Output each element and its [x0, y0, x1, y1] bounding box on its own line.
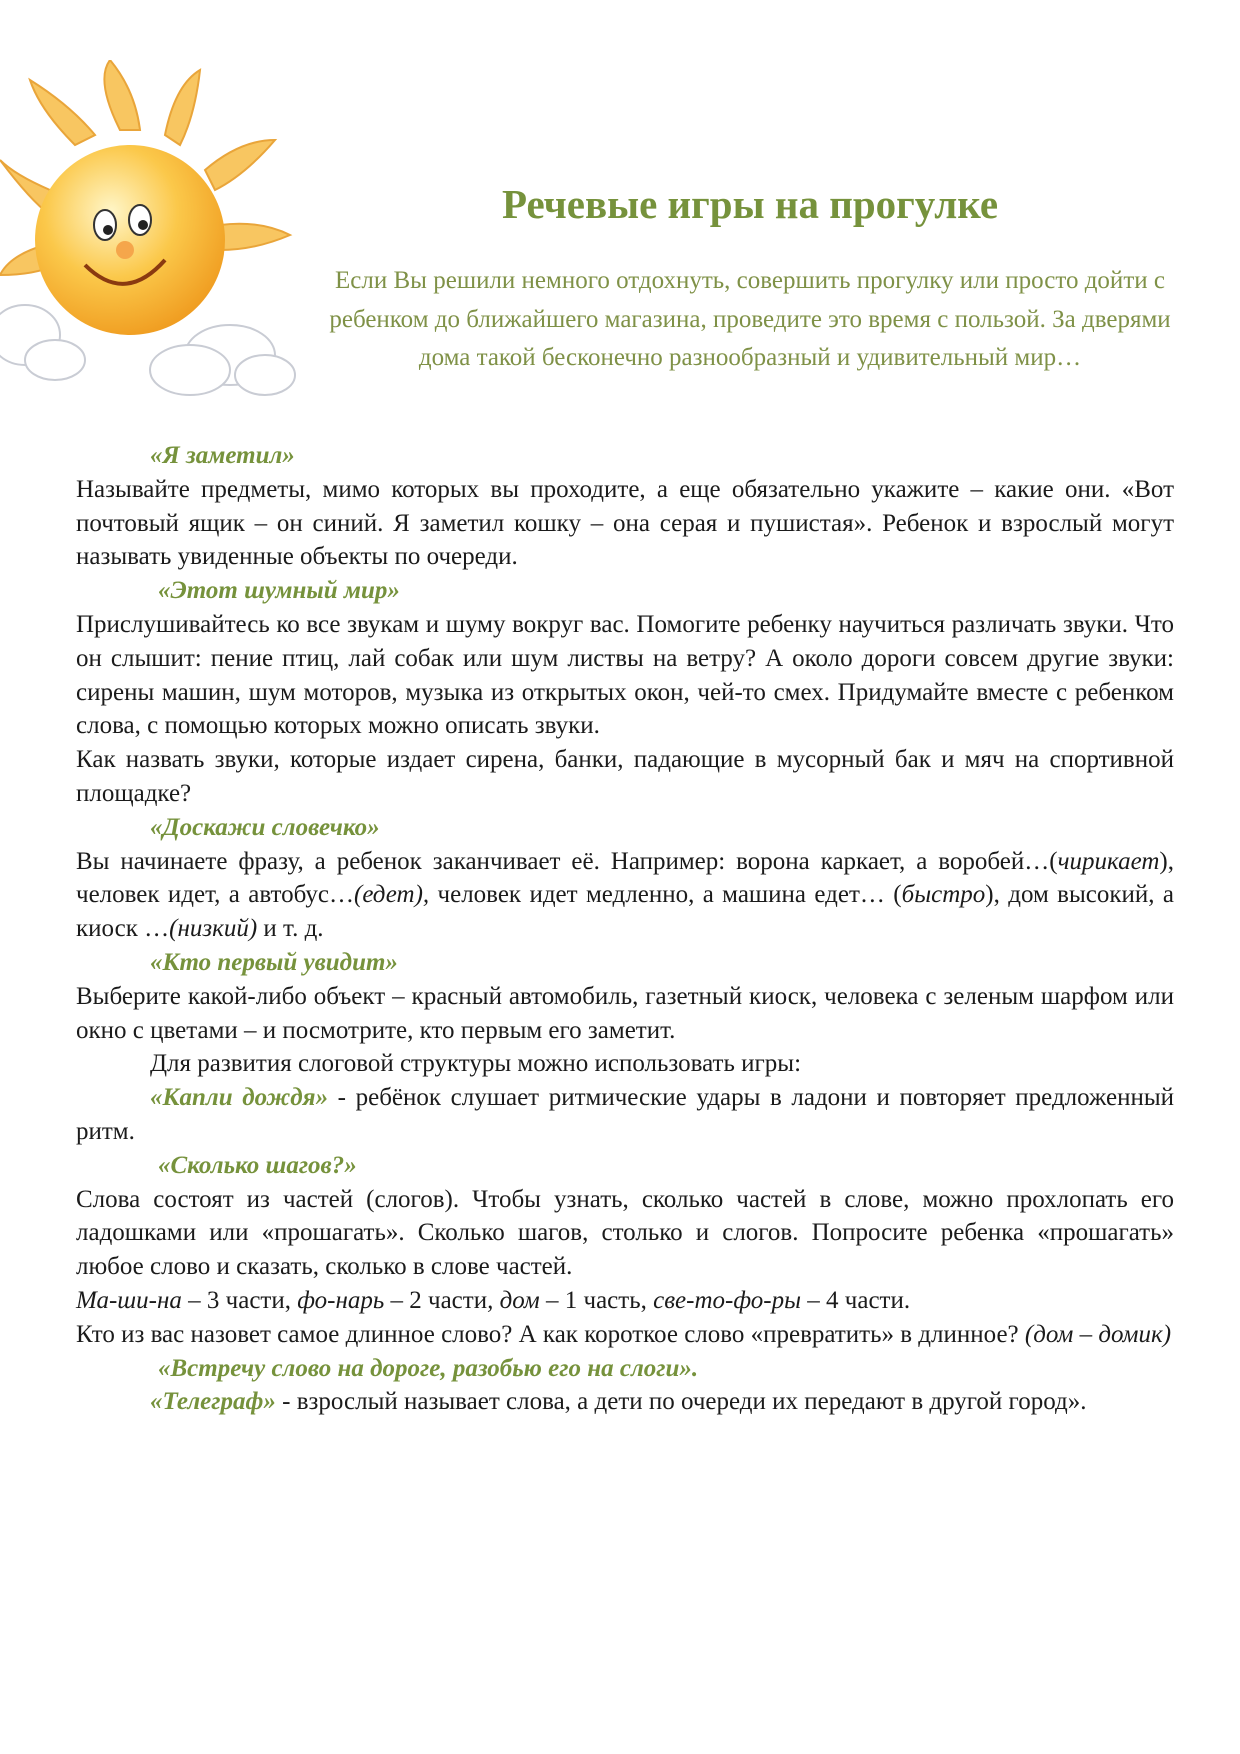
game-heading-telegraph: «Телеграф»	[150, 1388, 276, 1416]
text: человек идет медленно, а машина едет… (	[429, 881, 902, 909]
example: фо-нарь	[297, 1286, 385, 1314]
intro-text: Если Вы решили немного отдохнуть, совершить прогулку или просто дойти с ребенком до ближайшего магазина, проведите это время с пользой. За дверями дома такой бесконечно разнообразный и удивительный мир…	[329, 267, 1171, 371]
example: све-то-фо-ры	[653, 1286, 802, 1314]
example: (низкий)	[169, 915, 258, 943]
text: – 1 часть,	[539, 1286, 654, 1314]
game-description: Выберите какой-либо объект – красный автомобиль, газетный киоск, человека с зеленым шарфом или окно с цветами – и посмотрите, кто первым его заметит.	[76, 982, 1174, 1044]
game-heading-noisy-world: «Этот шумный мир»	[158, 577, 400, 605]
game-heading-finish-word: «Доскажи словечко»	[150, 813, 380, 841]
game-telegraph	[76, 1385, 1174, 1419]
example: чирикает	[1057, 847, 1160, 875]
text: - взрослый называет слова, а дети по очереди их передают в другой город».	[275, 1388, 1087, 1416]
game-description: Называйте предметы, мимо которых вы проходите, а еще обязательно укажите – какие они. «Вот почтовый ящик – он синий. Я заметил кошку – она серая и пушистая». Ребенок и взрослый могут называть увиденные объекты по очереди.	[76, 475, 1174, 571]
game-heading-how-many-steps: «Сколько шагов?»	[158, 1151, 357, 1179]
text: ), дом высокий, а киоск …	[76, 881, 1174, 943]
text: и т. д.	[257, 915, 324, 943]
game-rain-drops	[76, 1081, 1174, 1149]
example: Ма-ши-на	[76, 1286, 182, 1314]
syllable-examples	[76, 1284, 1174, 1318]
text: - ребёнок слушает ритмические удары в ладони и повторяет предложенный ритм.	[76, 1084, 1174, 1145]
game-description: Как назвать звуки, которые издает сирена, банки, падающие в мусорный бак и мяч на спортивной площадке?	[76, 746, 1174, 807]
text: – 3 части,	[181, 1286, 298, 1314]
game-heading-who-sees-first: «Кто первый увидит»	[150, 948, 398, 976]
text: ), человек идет, а автобус…	[76, 847, 1174, 909]
game-description: Слова состоят из частей (слогов). Чтобы узнать, сколько частей в слове, можно прохлопать его ладошками или «прошагать». Сколько шагов, столько и слогов. Попросите ребенка «прошагать» любое слово и сказать, сколько в слове частей.	[76, 1185, 1174, 1281]
text: Вы начинаете фразу, а ребенок заканчивает её. Например: ворона каркает, а воробей…(	[76, 847, 1058, 875]
text: – 4 части.	[801, 1286, 911, 1314]
example: быстро	[901, 881, 986, 909]
page-title: Речевые игры на прогулке	[501, 181, 999, 227]
example: (едет),	[354, 881, 430, 909]
text: – 2 части	[384, 1286, 488, 1314]
game-description	[76, 845, 1174, 946]
sun-illustration	[0, 60, 300, 405]
game-heading-i-noticed: «Я заметил»	[150, 442, 295, 469]
game-description	[76, 1318, 1174, 1352]
game-description: Прислушивайтесь ко все звукам и шуму вокруг вас. Помогите ребенку научиться различать звуки. Что он слышит: пение птиц, лай собак или шум листвы на ветру? А около дороги совсем другие звуки: сирены машин, шум моторов, музыка из открытых окон, чей-то смех. Придумайте вместе с ребенком слова, с помощью которых можно описать звуки.	[76, 610, 1174, 740]
syllable-intro: Для развития слоговой структуры можно использовать игры:	[150, 1050, 802, 1078]
game-heading-rain-drops: «Капли дождя»	[150, 1084, 329, 1112]
text: Кто из вас назовет самое длинное слово? А как короткое слово «превратить» в длинное?	[76, 1320, 1025, 1348]
example: (дом – домик)	[1024, 1320, 1172, 1348]
article-body	[76, 439, 1174, 1419]
example: , дом	[487, 1286, 540, 1314]
game-heading-split-word: «Встречу слово на дороге, разобью его на слоги».	[158, 1354, 699, 1382]
